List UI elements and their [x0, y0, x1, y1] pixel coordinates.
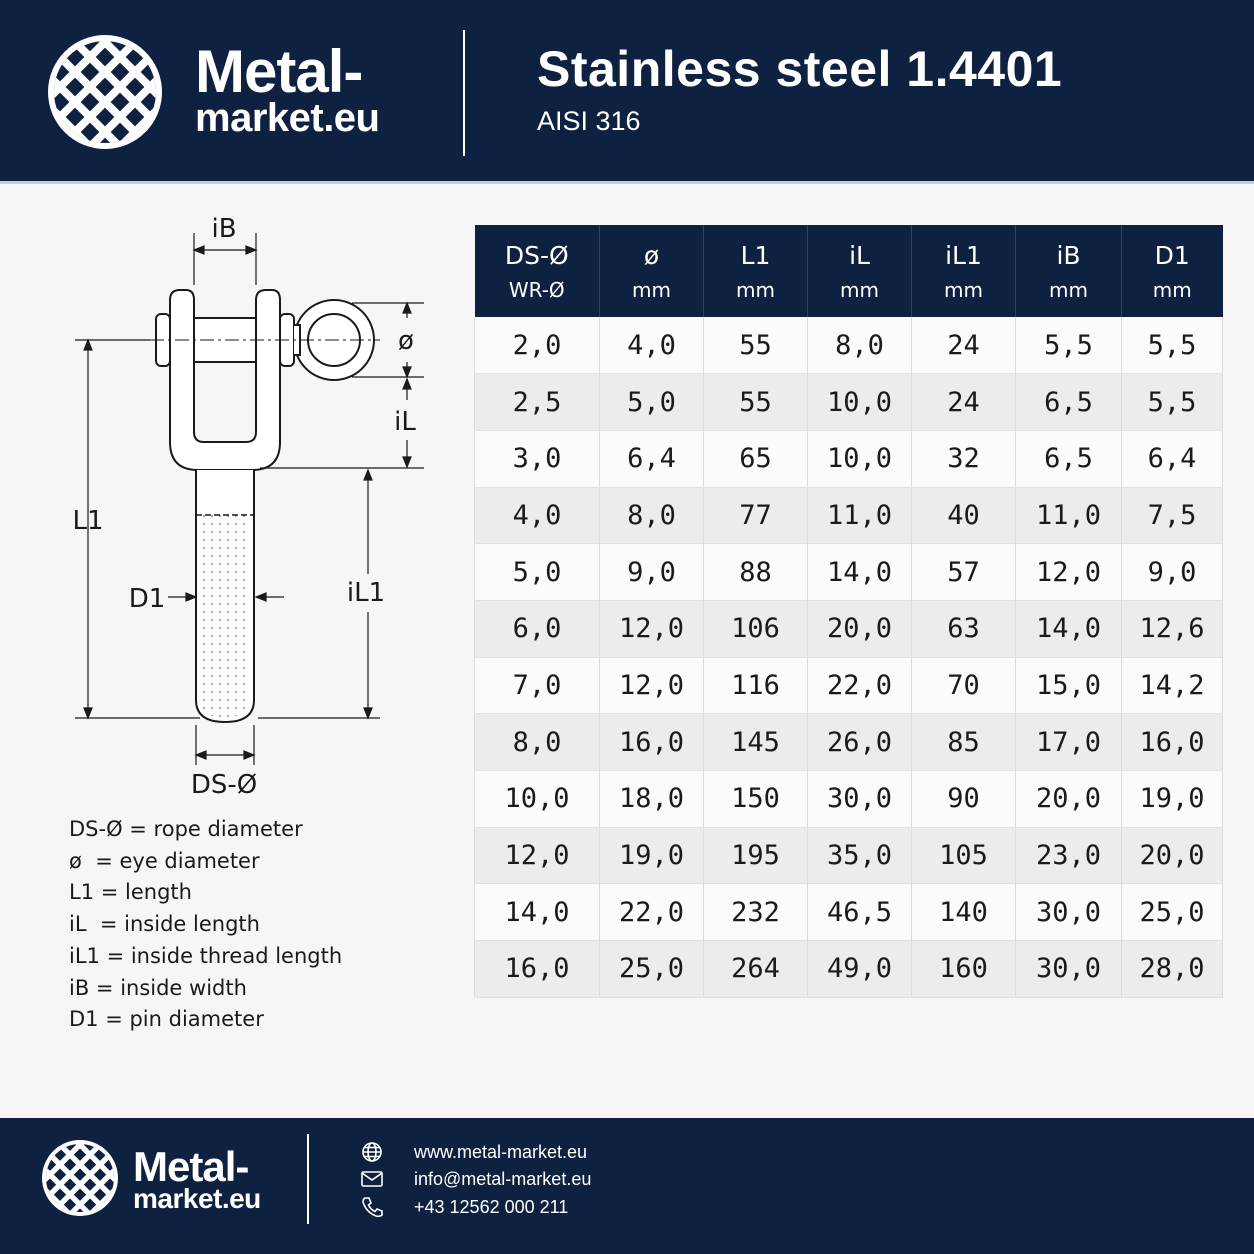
table-cell: 7,5 — [1122, 487, 1223, 544]
table-cell: 46,5 — [808, 884, 912, 941]
fork-terminal-drawing — [60, 205, 450, 805]
table-cell: 40 — [912, 487, 1016, 544]
table-cell: 10,0 — [808, 430, 912, 487]
legend-item: L1 = length — [69, 880, 192, 905]
table-cell: 14,0 — [808, 544, 912, 601]
table-row — [475, 941, 1223, 998]
table-row — [475, 600, 1223, 657]
table-cell: 6,5 — [1016, 374, 1122, 431]
table-cell: 26,0 — [808, 714, 912, 771]
table-body — [475, 317, 1223, 997]
table-cell: 5,0 — [600, 374, 704, 431]
dimension-table-wrapper — [474, 225, 1222, 998]
table-cell: 16,0 — [600, 714, 704, 771]
column-header-name: D1 — [1154, 240, 1190, 270]
table-cell: 49,0 — [808, 941, 912, 998]
legend-item: DS-Ø = rope diameter — [69, 817, 303, 841]
footer-brand — [133, 1143, 261, 1214]
table-cell: 24 — [912, 317, 1016, 374]
table-cell: 6,0 — [475, 600, 600, 657]
column-header — [1016, 225, 1122, 317]
table-cell: 30,0 — [808, 771, 912, 828]
dim-label-eye: ø — [398, 326, 414, 356]
table-cell: 65 — [704, 430, 808, 487]
column-header-unit: mm — [632, 277, 671, 302]
column-header-unit: WR-Ø — [508, 277, 565, 302]
table-row — [475, 827, 1223, 884]
table-cell: 24 — [912, 374, 1016, 431]
phone-icon — [360, 1195, 386, 1219]
column-header — [600, 225, 704, 317]
table-row — [475, 884, 1223, 941]
table-cell: 11,0 — [1016, 487, 1122, 544]
table-cell: 12,0 — [600, 657, 704, 714]
contact-website[interactable] — [360, 1140, 588, 1164]
table-cell: 25,0 — [1122, 884, 1223, 941]
table-cell: 145 — [704, 714, 808, 771]
table-cell: 9,0 — [1122, 544, 1223, 601]
table-cell: 4,0 — [475, 487, 600, 544]
page-subtitle: AISI 316 — [537, 106, 641, 136]
table-cell: 6,4 — [600, 430, 704, 487]
table-row — [475, 430, 1223, 487]
dim-label-DS: DS-Ø — [190, 770, 258, 800]
table-cell: 7,0 — [475, 657, 600, 714]
column-header-name: ø — [643, 240, 660, 270]
legend-item: iL1 = inside thread length — [69, 943, 343, 968]
legend-item: ø = eye diameter — [69, 848, 260, 873]
table-cell: 18,0 — [600, 771, 704, 828]
table-cell: 116 — [704, 657, 808, 714]
page-title: Stainless steel 1.4401 — [537, 41, 1063, 97]
table-cell: 90 — [912, 771, 1016, 828]
table-row — [475, 657, 1223, 714]
table-cell: 10,0 — [475, 771, 600, 828]
table-cell: 4,0 — [600, 317, 704, 374]
table-row — [475, 317, 1223, 374]
contact-email[interactable] — [360, 1167, 592, 1191]
table-cell: 264 — [704, 941, 808, 998]
table-cell: 6,5 — [1016, 430, 1122, 487]
column-header-name: iL — [849, 240, 870, 270]
table-cell: 12,0 — [600, 600, 704, 657]
column-header-unit: mm — [840, 277, 879, 302]
footer-brand-line1: Metal- — [133, 1143, 249, 1190]
table-cell: 12,6 — [1122, 600, 1223, 657]
table-cell: 23,0 — [1016, 827, 1122, 884]
footer-brand-line2: market.eu — [133, 1183, 261, 1214]
table-cell: 28,0 — [1122, 941, 1223, 998]
table-cell: 8,0 — [475, 714, 600, 771]
header-rule — [0, 181, 1254, 184]
table-cell: 15,0 — [1016, 657, 1122, 714]
column-header — [475, 225, 600, 317]
envelope-icon — [360, 1167, 386, 1191]
table-cell: 2,0 — [475, 317, 600, 374]
legend-item: iL = inside length — [69, 912, 260, 937]
brand-line1: Metal- — [195, 38, 363, 105]
column-header — [912, 225, 1016, 317]
dim-label-D1: D1 — [128, 584, 166, 614]
table-cell: 20,0 — [808, 600, 912, 657]
header-brand — [195, 38, 380, 140]
table-cell: 35,0 — [808, 827, 912, 884]
table-row — [475, 487, 1223, 544]
table-cell: 3,0 — [475, 430, 600, 487]
table-cell: 14,0 — [475, 884, 600, 941]
table-cell: 232 — [704, 884, 808, 941]
brand-line2: market.eu — [195, 96, 380, 140]
table-row — [475, 714, 1223, 771]
table-cell: 16,0 — [1122, 714, 1223, 771]
table-row — [475, 544, 1223, 601]
column-header — [808, 225, 912, 317]
table-cell: 10,0 — [808, 374, 912, 431]
table-cell: 5,5 — [1122, 317, 1223, 374]
column-header — [1122, 225, 1223, 317]
table-cell: 195 — [704, 827, 808, 884]
table-cell: 19,0 — [600, 827, 704, 884]
logo-mesh-icon — [45, 32, 165, 152]
header-divider — [463, 30, 465, 156]
footer-divider — [307, 1134, 309, 1224]
table-row — [475, 771, 1223, 828]
table-cell: 14,2 — [1122, 657, 1223, 714]
globe-icon — [360, 1140, 386, 1164]
table-cell: 106 — [704, 600, 808, 657]
table-cell: 55 — [704, 317, 808, 374]
table-cell: 5,5 — [1016, 317, 1122, 374]
phone-number[interactable]: +43 12562 000 211 — [414, 1197, 569, 1217]
dimension-table — [474, 225, 1223, 998]
table-cell: 20,0 — [1016, 771, 1122, 828]
contact-phone[interactable] — [360, 1195, 569, 1219]
table-cell: 12,0 — [475, 827, 600, 884]
column-header-name: L1 — [740, 240, 771, 270]
footer-logo-mesh-icon — [40, 1138, 120, 1218]
legend-item: iB = inside width — [69, 975, 247, 1000]
table-cell: 77 — [704, 487, 808, 544]
table-cell: 30,0 — [1016, 941, 1122, 998]
table-cell: 2,5 — [475, 374, 600, 431]
table-cell: 105 — [912, 827, 1016, 884]
website-link[interactable]: www.metal-market.eu — [414, 1142, 588, 1162]
table-cell: 5,0 — [475, 544, 600, 601]
table-cell: 6,4 — [1122, 430, 1223, 487]
table-row — [475, 374, 1223, 431]
table-cell: 17,0 — [1016, 714, 1122, 771]
column-header — [704, 225, 808, 317]
email-link[interactable]: info@metal-market.eu — [414, 1169, 592, 1189]
column-header-unit: mm — [944, 277, 983, 302]
table-cell: 55 — [704, 374, 808, 431]
table-cell: 11,0 — [808, 487, 912, 544]
dim-label-iL: iL — [394, 407, 416, 437]
legend-list — [69, 814, 342, 1036]
table-cell: 63 — [912, 600, 1016, 657]
table-cell: 9,0 — [600, 544, 704, 601]
table-header-row — [475, 225, 1223, 317]
table-cell: 5,5 — [1122, 374, 1223, 431]
table-cell: 14,0 — [1016, 600, 1122, 657]
table-cell: 85 — [912, 714, 1016, 771]
column-header-unit: mm — [736, 277, 775, 302]
table-cell: 150 — [704, 771, 808, 828]
footer-banner — [0, 1118, 1254, 1254]
table-cell: 32 — [912, 430, 1016, 487]
dim-label-iB: iB — [211, 214, 237, 244]
table-cell: 22,0 — [600, 884, 704, 941]
table-cell: 88 — [704, 544, 808, 601]
table-cell: 16,0 — [475, 941, 600, 998]
table-cell: 22,0 — [808, 657, 912, 714]
table-cell: 70 — [912, 657, 1016, 714]
column-header-name: iL1 — [945, 240, 982, 270]
table-cell: 12,0 — [1016, 544, 1122, 601]
dim-label-iL1: iL1 — [346, 578, 386, 608]
table-cell: 25,0 — [600, 941, 704, 998]
table-cell: 8,0 — [600, 487, 704, 544]
table-cell: 160 — [912, 941, 1016, 998]
table-cell: 30,0 — [1016, 884, 1122, 941]
column-header-unit: mm — [1049, 277, 1088, 302]
table-cell: 20,0 — [1122, 827, 1223, 884]
dim-label-L1: L1 — [72, 506, 104, 536]
column-header-unit: mm — [1152, 277, 1192, 302]
column-header-name: iB — [1056, 240, 1081, 270]
table-cell: 140 — [912, 884, 1016, 941]
table-cell: 8,0 — [808, 317, 912, 374]
legend-item: D1 = pin diameter — [69, 1007, 264, 1032]
table-cell: 19,0 — [1122, 771, 1223, 828]
table-cell: 57 — [912, 544, 1016, 601]
header-banner — [0, 0, 1254, 184]
column-header-name: DS-Ø — [504, 240, 569, 270]
